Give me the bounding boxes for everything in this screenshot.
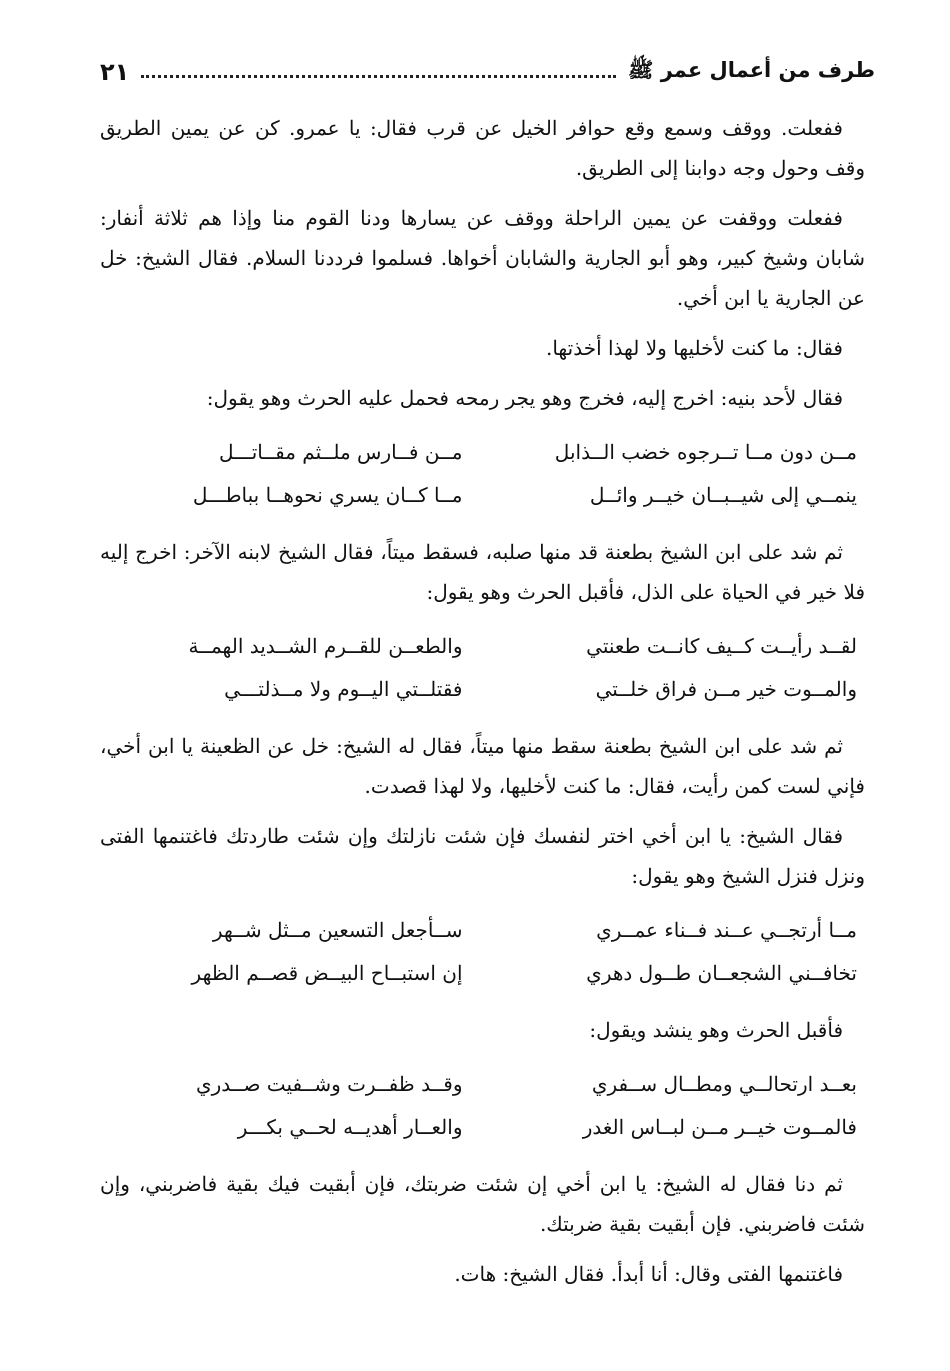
- header-dot-leader: [141, 75, 616, 78]
- running-header: [100, 52, 875, 92]
- verse-second-hemistich: ســأجعل التسعين مــثل شــهر: [212, 917, 463, 942]
- verse-second-hemistich: مــن فــارس ملــثم مقــاتـــل: [218, 439, 463, 464]
- poem-block: [100, 624, 865, 710]
- verse-second-hemistich: إن استبــاح البيــض قصــم الظهر: [191, 960, 463, 985]
- paragraph: فقال لأحد بنيه: اخرج إليه، فخرج وهو يجر رمحه فحمل عليه الحرث وهو يقول:: [206, 386, 843, 410]
- paragraph: ثم شد على ابن الشيخ بطعنة قد منها صلبه، فسقط ميتاً، فقال الشيخ لابنه الآخر: اخرج إليه فلا خير في الحياة على الذل، فأقبل الحرث وهو يقول:: [100, 540, 865, 604]
- verse-line: [100, 624, 865, 667]
- paragraph: ففعلت. ووقف وسمع وقع حوافر الخيل عن قرب فقال: يا عمرو. كن عن يمين الطريق وقف وحول وجه دوابنا إلى الطريق.: [100, 116, 865, 180]
- page-number: ٢١: [100, 58, 130, 86]
- verse-first-hemistich: والمــوت خير مــن فراق خلــتي: [595, 676, 857, 701]
- poem-block: [100, 1062, 865, 1148]
- paragraph: ثم دنا فقال له الشيخ: يا ابن أخي إن شئت ضربتك، فإن أبقيت فيك بقية فاضربني، وإن شئت فاضربني. فإن أبقيت بقية ضربتك.: [100, 1172, 865, 1236]
- verse-second-hemistich: والطعــن للقــرم الشــديد الهمــة: [188, 633, 463, 658]
- paragraph: ففعلت ووقفت عن يمين الراحلة ووقف عن يسارها ودنا القوم منا وإذا هم ثلاثة أنفار: شابان وشيخ كبير، وهو أبو الجارية والشابان أخواها. فسلموا فرددنا السلام. فقال الشيخ: خل عن الجارية يا ابن أخي.: [100, 206, 865, 310]
- verse-second-hemistich: مــا كــان يسري نحوهــا بباطـــل: [192, 482, 463, 507]
- verse-line: [100, 1062, 865, 1105]
- verse-line: [100, 951, 865, 994]
- verse-first-hemistich: بعــد ارتحالــي ومطــال ســفري: [591, 1071, 857, 1096]
- page-body: [100, 108, 865, 1304]
- verse-second-hemistich: والعــار أهديــه لحــي بكـــر: [237, 1114, 463, 1139]
- paragraph: فاغتنمها الفتى وقال: أنا أبدأ. فقال الشيخ: هات.: [454, 1262, 843, 1286]
- verse-first-hemistich: تخافــني الشجعــان طــول دهري: [586, 960, 857, 985]
- verse-first-hemistich: مــن دون مــا تــرجوه خضب الــذابل: [554, 439, 857, 464]
- paragraph: فقال الشيخ: يا ابن أخي اختر لنفسك فإن شئت نازلتك وإن شئت طاردتك فاغتنمها الفتى ونزل فنزل الشيخ وهو يقول:: [100, 824, 865, 888]
- running-title: طرف من أعمال عمر ﷺ: [628, 57, 875, 82]
- poem-block: [100, 908, 865, 994]
- verse-line: [100, 908, 865, 951]
- verse-second-hemistich: فقتلــتي اليــوم ولا مــذلتـــي: [224, 676, 463, 701]
- verse-first-hemistich: لقــد رأيــت كــيف كانــت طعنتي: [586, 633, 857, 658]
- verse-first-hemistich: فالمــوت خيــر مــن لبــاس الغدر: [582, 1114, 857, 1139]
- paragraph: فقال: ما كنت لأخليها ولا لهذا أخذتها.: [545, 336, 843, 360]
- verse-line: [100, 473, 865, 516]
- paragraph: فأقبل الحرث وهو ينشد ويقول:: [589, 1018, 843, 1042]
- verse-line: [100, 430, 865, 473]
- poem-block: [100, 430, 865, 516]
- verse-line: [100, 667, 865, 710]
- verse-line: [100, 1105, 865, 1148]
- paragraph: ثم شد على ابن الشيخ بطعنة سقط منها ميتاً، فقال له الشيخ: خل عن الظعينة يا ابن أخي، فإني لست كمن رأيت، فقال: ما كنت لأخليها، ولا لهذا قصدت.: [100, 734, 865, 798]
- verse-first-hemistich: ينمــي إلى شيــبــان خيــر وائــل: [589, 482, 857, 507]
- verse-second-hemistich: وقــد ظفــرت وشــفيت صــدري: [195, 1071, 463, 1096]
- verse-first-hemistich: مــا أرتجــي عــند فــناء عمــري: [596, 917, 857, 942]
